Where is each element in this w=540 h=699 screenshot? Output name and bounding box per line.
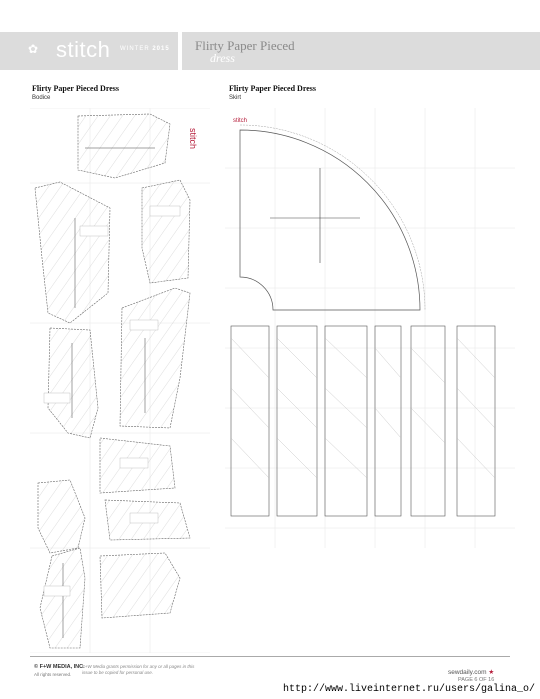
skirt-pattern-sheet (225, 108, 515, 548)
bodice-piece (100, 553, 180, 618)
brand-block (0, 32, 178, 70)
skirt-panel (231, 326, 269, 516)
brand-logo: stitch (56, 37, 111, 62)
svg-text:stitch: stitch (188, 128, 198, 150)
skirt-panel (375, 326, 401, 516)
skirt-panel (277, 326, 317, 516)
skirt-subtitle: Skirt (229, 95, 241, 101)
bodice-piece (40, 548, 85, 648)
spool-icon: ✿ (28, 42, 39, 56)
permission-note: F+W Media grants permission for any or all pages in this issue to be copied for personal use. (82, 664, 195, 676)
pattern-title: Flirty Paper Pieced (195, 38, 295, 53)
site-link[interactable]: sewdaily.com ★ (448, 669, 495, 676)
bodice-piece (120, 288, 190, 428)
skirt-quarter-circle (240, 125, 425, 310)
skirt-title: Flirty Paper Pieced Dress (229, 84, 317, 93)
header-bar (0, 32, 540, 70)
bodice-piece (100, 438, 175, 493)
footer-rule (30, 656, 510, 657)
bodice-piece (105, 500, 190, 540)
rights-text: All rights reserved. (34, 672, 72, 677)
bodice-piece (44, 328, 98, 438)
pattern-subtitle: dress (210, 51, 235, 65)
bodice-subtitle: Bodice (32, 95, 51, 101)
bodice-title: Flirty Paper Pieced Dress (32, 84, 120, 93)
skirt-panel (325, 326, 367, 516)
skirt-panel (411, 326, 445, 516)
publisher: © F+W MEDIA, INC. (34, 664, 85, 670)
watermark-url: http://www.liveinternet.ru/users/galina_o/ (283, 684, 536, 695)
bodice-piece (38, 480, 85, 553)
issue-label: WINTER 2015 (120, 46, 170, 52)
bodice-piece (142, 180, 190, 283)
page-number: PAGE 6 OF 16 (458, 677, 495, 683)
skirt-panel (457, 326, 495, 516)
bodice-piece (78, 114, 170, 178)
stitch-logo-mark (233, 118, 247, 124)
header-divider (178, 32, 182, 70)
stitch-logo-mark (188, 128, 198, 149)
svg-text:stitch: stitch (233, 118, 248, 124)
bodice-piece (35, 182, 110, 323)
tile-grid (225, 108, 515, 548)
bodice-pattern-sheet (30, 108, 210, 653)
star-icon: ★ (488, 669, 495, 676)
